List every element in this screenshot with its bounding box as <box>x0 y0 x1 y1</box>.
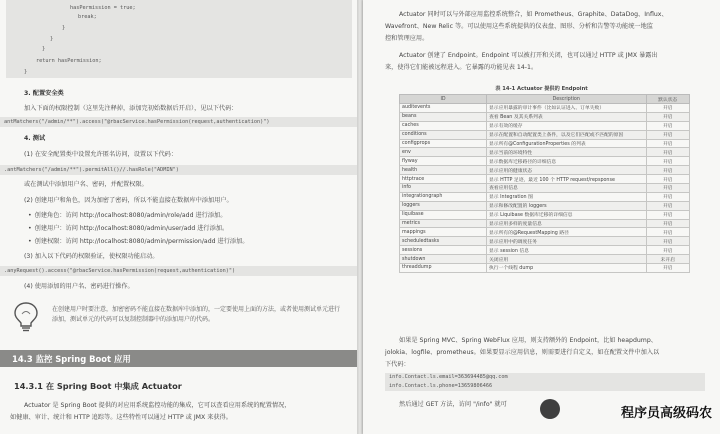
endpoint-desc-cell: 显示所有@ConfigurationProperties 的列表 <box>487 139 647 148</box>
table-body <box>400 104 690 273</box>
table-row <box>400 255 690 264</box>
endpoint-status-cell: 开启 <box>646 210 690 219</box>
endpoint-id-cell: configprops <box>400 139 487 148</box>
endpoint-table <box>399 94 690 273</box>
subsection-heading: 14.3.1 在 Spring Boot 中集成 Actuator <box>14 381 182 391</box>
code-block-3 <box>0 266 357 276</box>
section-header-bar <box>0 350 357 367</box>
endpoint-desc-cell: 显示当前的环境特性 <box>487 148 647 157</box>
table-row <box>400 112 690 121</box>
column-header: ID <box>400 95 487 104</box>
endpoint-desc-cell: 显示应用多样的度量信息 <box>487 219 647 228</box>
paragraph: 如果是 Spring MVC、Spring WebFlux 应用，则支持额外的 Endpoint，比如 heapdump、 <box>399 337 657 344</box>
list-item: • 创建角色：访问 http://localhost:8080/admin/role/add 进行添加。 <box>28 212 226 220</box>
endpoint-id-cell: loggers <box>400 201 487 210</box>
code-line: info.Contact.ls.phone=13659806466 <box>389 383 493 389</box>
endpoint-id-cell: flyway <box>400 157 487 166</box>
table-row <box>400 246 690 255</box>
endpoint-desc-cell: 查看 Bean 及其关系列表 <box>487 112 647 121</box>
code-line: break; <box>78 14 97 20</box>
column-header: 默认状态 <box>646 95 690 104</box>
endpoint-status-cell: 开启 <box>646 237 690 246</box>
table-row <box>400 104 690 113</box>
paragraph: (3) 加入以下代码的权限验证，使权限功能启动。 <box>24 253 159 260</box>
code-line: } <box>42 46 46 52</box>
endpoint-id-cell: shutdown <box>400 255 487 264</box>
table-row <box>400 192 690 201</box>
table-row <box>400 130 690 139</box>
endpoint-desc-cell: 显示所有的@RequestMapping 路径 <box>487 228 647 237</box>
table-row <box>400 228 690 237</box>
code-block-1 <box>0 117 357 127</box>
endpoint-status-cell: 开启 <box>646 157 690 166</box>
endpoint-id-cell: health <box>400 166 487 175</box>
code-text: .anyRequest().access("@rbacService.hasPermission(request,authentication)") <box>4 268 236 274</box>
wechat-logo-icon <box>540 399 560 419</box>
code-block-top <box>6 0 352 78</box>
endpoint-id-cell: auditevents <box>400 104 487 113</box>
left-page <box>0 0 357 434</box>
endpoint-status-cell: 开启 <box>646 166 690 175</box>
endpoint-id-cell: info <box>400 184 487 193</box>
paragraph: 如健康、审计、统计和 HTTP 追踪等。这些特性可以通过 HTTP 或 JMX 来获得。 <box>10 414 232 421</box>
column-header: Description <box>487 95 647 104</box>
paragraph: 来，使得它们能被远程进入。它暴露的功能见表 14-1。 <box>385 64 538 71</box>
endpoint-status-cell: 开启 <box>646 192 690 201</box>
table-row <box>400 121 690 130</box>
code-block-info <box>385 373 705 391</box>
paragraph: jolokia、logfile、prometheus。如果要显示应用信息，则需要进行自定义，如在配置文件中加入以 <box>385 349 660 356</box>
endpoint-status-cell: 开启 <box>646 112 690 121</box>
endpoint-id-cell: caches <box>400 121 487 130</box>
endpoint-id-cell: beans <box>400 112 487 121</box>
paragraph: 控和管理应用。 <box>385 35 429 42</box>
paragraph: Actuator 是 Spring Boot 提供的对应用系统监控功能的集成，它可以查看应用系统的配置情况， <box>24 402 291 409</box>
code-line: info.Contact.ls.email=363694485@qq.com <box>389 374 508 380</box>
table-row <box>400 166 690 175</box>
table-row <box>400 237 690 246</box>
table-caption: 表 14-1 Actuator 提供的 Endpoint <box>495 86 588 92</box>
code-line: hasPermission = true; <box>70 5 136 11</box>
code-line: } <box>50 36 54 42</box>
endpoint-desc-cell: 显示有效的缓存 <box>487 121 647 130</box>
table-row <box>400 184 690 193</box>
endpoint-id-cell: scheduledtasks <box>400 237 487 246</box>
endpoint-status-cell: 开启 <box>646 228 690 237</box>
endpoint-id-cell: mappings <box>400 228 487 237</box>
subsection-title: 3. 配置安全类 <box>24 90 64 97</box>
endpoint-desc-cell: 关闭应用 <box>487 255 647 264</box>
endpoint-id-cell: threaddump <box>400 264 487 273</box>
paragraph: Actuator 创建了 Endpoint。Endpoint 可以被打开和关闭，也可以通过 HTTP 或 JMX 暴露出 <box>399 52 658 59</box>
endpoint-status-cell: 开启 <box>646 219 690 228</box>
endpoint-desc-cell: 显示 HTTP 足迹，最近 100 个 HTTP request/repsponse <box>487 175 647 184</box>
watermark-text: 程序员高级码农 <box>620 406 712 421</box>
paragraph: (2) 创建用户和角色，因为加密了密码，所以不能直接在数据库中添加用户。 <box>24 197 233 204</box>
endpoint-desc-cell: 查看应用信息 <box>487 184 647 193</box>
endpoint-status-cell: 开启 <box>646 246 690 255</box>
endpoint-status-cell: 开启 <box>646 175 690 184</box>
table-row <box>400 157 690 166</box>
table-row <box>400 139 690 148</box>
lightbulb-icon <box>12 301 40 333</box>
code-text: .antMatchers("/admin/**").permitAll()//.hasRole("ADMIN") <box>4 167 179 173</box>
endpoint-id-cell: conditions <box>400 130 487 139</box>
code-block-2 <box>0 165 357 175</box>
code-line: } <box>24 69 28 75</box>
endpoint-desc-cell: 显示 session 信息 <box>487 246 647 255</box>
endpoint-status-cell: 开启 <box>646 201 690 210</box>
paragraph: Actuator 同时可以与外部应用监控系统整合，如 Prometheus、Graphite、DataDog、Influx、 <box>399 11 668 18</box>
paragraph: 或在测试中添加用户名、密码，并配置权限。 <box>24 181 148 188</box>
endpoint-status-cell: 开启 <box>646 139 690 148</box>
paragraph: Wavefront、New Relic 等。可以使用这些系统提供的仪表盘、图形、分析和告警等功能统一地监 <box>385 23 653 30</box>
table-row <box>400 175 690 184</box>
endpoint-id-cell: liquibase <box>400 210 487 219</box>
list-item: • 创建用户：访问 http://localhost:8080/admin/user/add 进行添加。 <box>28 225 228 233</box>
endpoint-status-cell: 开启 <box>646 121 690 130</box>
section-title: 14.3 监控 Spring Boot 应用 <box>12 354 131 364</box>
endpoint-id-cell: httptrace <box>400 175 487 184</box>
endpoint-desc-cell: 显示应用的健康状态 <box>487 166 647 175</box>
table-row <box>400 210 690 219</box>
endpoint-id-cell: integrationgraph <box>400 192 487 201</box>
tip-box <box>8 297 348 339</box>
endpoint-status-cell: 开启 <box>646 184 690 193</box>
endpoint-desc-cell: 显示在配置和自动配置类上条件，以及它们匹配或不匹配的原因 <box>487 130 647 139</box>
table-header-row <box>400 95 690 104</box>
paragraph: (1) 在安全配置类中设置允许匿名访问，设置以下代码： <box>24 151 178 158</box>
paragraph: 加入下面的权限控制（这里先注释掉，添加完初始数据后开启），见以下代码： <box>24 105 238 112</box>
table-row <box>400 264 690 273</box>
endpoint-desc-cell: 显示和修改配置的 loggers <box>487 201 647 210</box>
paragraph: 然后通过 GET 方法，访问 "/info" 就可 <box>399 401 507 408</box>
endpoint-id-cell: metrics <box>400 219 487 228</box>
endpoint-status-cell: 开启 <box>646 104 690 113</box>
endpoint-desc-cell: 显示应用中的调度任务 <box>487 237 647 246</box>
paragraph: (4) 使用添加的用户名、密码进行操作。 <box>24 283 134 290</box>
tip-text: 在创建用户时要注意，加密密码不能直接在数据库中添加的，一定要使用上面的方法，或者使用测试单元进行添加，测试单元的代码可以复制控制器中的添加用户的代码。 <box>52 306 341 323</box>
endpoint-status-cell: 未开启 <box>646 255 690 264</box>
table-row <box>400 201 690 210</box>
code-line: } <box>62 25 66 31</box>
endpoint-status-cell: 开启 <box>646 148 690 157</box>
endpoint-status-cell: 开启 <box>646 264 690 273</box>
endpoint-desc-cell: 显示应用暴露的审计事件（比如认证进入、订单失败） <box>487 104 647 113</box>
endpoint-id-cell: sessions <box>400 246 487 255</box>
endpoint-id-cell: env <box>400 148 487 157</box>
endpoint-desc-cell: 执行一个线程 dump <box>487 264 647 273</box>
table-row <box>400 219 690 228</box>
subsection-title: 4. 测试 <box>24 135 46 142</box>
code-text: antMatchers("/admin/**").access("@rbacService.hasPermission(request,authentication)") <box>4 119 270 125</box>
code-line: return hasPermission; <box>36 58 102 64</box>
endpoint-status-cell: 开启 <box>646 130 690 139</box>
right-page <box>363 0 720 434</box>
endpoint-desc-cell: 显示数据库迁移路径的详细信息 <box>487 157 647 166</box>
endpoint-desc-cell: 显示 Liquibase 数据库迁移的详细信息 <box>487 210 647 219</box>
list-item: • 创建权限：访问 http://localhost:8080/admin/permission/add 进行添加。 <box>28 238 248 246</box>
paragraph: 下代码： <box>385 361 410 368</box>
endpoint-desc-cell: 显示 Integration 图 <box>487 192 647 201</box>
table-row <box>400 148 690 157</box>
